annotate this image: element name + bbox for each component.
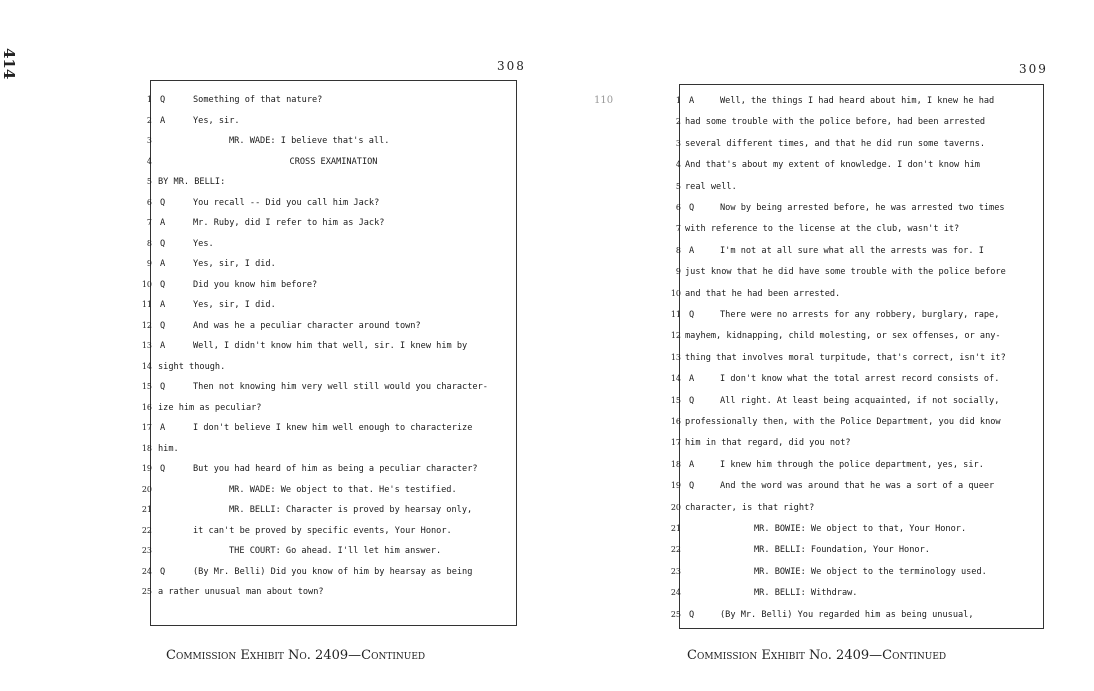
transcript-line <box>670 412 1043 432</box>
line-number: 23 <box>141 546 152 555</box>
line-text: And the word was around that he was a sort of a queer <box>720 481 995 492</box>
line-text: (By Mr. Belli) Did you know of him by hearsay as being <box>193 566 473 577</box>
line-text: But you had heard of him as being a peculiar character? <box>193 464 478 474</box>
transcript-line <box>141 500 516 520</box>
transcript-line <box>670 369 1043 389</box>
line-number: 16 <box>141 402 152 412</box>
line-number: 19 <box>670 481 681 491</box>
line-number: 7 <box>146 218 152 227</box>
line-number: 10 <box>670 288 681 298</box>
transcript-line <box>675 241 1043 261</box>
speaker-label: A <box>160 218 166 228</box>
transcript-line <box>141 582 516 602</box>
line-number: 11 <box>141 300 152 309</box>
transcript-line <box>670 455 1043 475</box>
line-text: thing that involves moral turpitude, that's correct, isn't it? <box>685 352 1006 363</box>
line-text: BY MR. BELLI: <box>158 177 226 187</box>
line-text: I don't know what the total arrest record consists of. <box>720 374 1000 385</box>
line-text: MR. BELLI: Withdraw. <box>754 588 858 599</box>
line-number: 20 <box>670 502 681 512</box>
transcript-line <box>146 193 516 213</box>
line-number: 25 <box>141 587 152 596</box>
speaker-label: Q <box>160 95 166 105</box>
line-text: MR. BOWIE: We object to the terminology used. <box>754 566 987 577</box>
line-number: 14 <box>670 374 681 384</box>
line-number: 18 <box>670 459 681 469</box>
line-text: Yes, sir. <box>193 115 240 126</box>
left-transcript-page <box>141 80 517 626</box>
speaker-label: Q <box>160 238 166 249</box>
transcript-line <box>675 177 1043 197</box>
transcript-line <box>670 562 1043 582</box>
line-number: 12 <box>141 320 152 330</box>
transcript-line <box>146 213 516 233</box>
line-text: a rather unusual man about town? <box>158 587 324 597</box>
speaker-label: Q <box>689 481 695 492</box>
transcript-line <box>146 90 516 110</box>
transcript-line <box>670 326 1043 346</box>
line-number: 9 <box>675 267 681 277</box>
line-text: Did you know him before? <box>193 279 318 290</box>
line-number: 17 <box>670 438 681 448</box>
side-page-number: 414 <box>0 48 18 80</box>
line-text: You recall -- Did you call him Jack? <box>193 197 380 208</box>
line-number: 21 <box>670 524 681 533</box>
speaker-label: A <box>160 423 166 433</box>
right-caption-text: Commission Exhibit No. 2409—Continued <box>687 648 947 663</box>
speaker-label: Q <box>160 566 166 577</box>
transcript-line <box>141 275 516 295</box>
line-number: 5 <box>146 177 152 186</box>
line-text: MR. BOWIE: We object to that, Your Honor. <box>754 524 967 534</box>
line-number: 9 <box>146 259 152 268</box>
line-text: professionally then, with the Police Department, you did know <box>685 417 1001 427</box>
left-caption-text: Commission Exhibit No. 2409—Continued <box>166 648 426 663</box>
line-text: Yes, sir, I did. <box>193 300 276 310</box>
line-text: mayhem, kidnapping, child molesting, or sex offenses, or any- <box>685 331 1001 342</box>
line-text: MR. WADE: We object to that. He's testified. <box>229 484 457 495</box>
line-text: him. <box>158 443 179 454</box>
line-number: 11 <box>670 310 681 319</box>
transcript-line <box>141 398 516 418</box>
speaker-label: A <box>689 245 695 256</box>
transcript-line <box>141 541 516 561</box>
line-number: 8 <box>675 245 681 255</box>
line-number: 22 <box>670 545 681 555</box>
right-caption <box>687 648 946 663</box>
line-text: just know that he did have some trouble with the police before <box>685 267 1006 278</box>
transcript-line <box>141 439 516 459</box>
line-text: sight though. <box>158 361 226 372</box>
line-text: Yes, sir, I did. <box>193 259 276 269</box>
transcript-line <box>141 480 516 500</box>
line-text: All right. At least being acquainted, if not socially, <box>720 395 1000 406</box>
line-number: 8 <box>146 238 152 248</box>
line-number: 5 <box>675 181 681 191</box>
line-text: real well. <box>685 181 737 192</box>
transcript-line <box>670 476 1043 496</box>
speaker-label: Q <box>689 609 695 620</box>
transcript-line <box>670 540 1043 560</box>
transcript-line <box>141 418 516 438</box>
transcript-line <box>670 583 1043 603</box>
line-number: 22 <box>141 525 152 535</box>
line-text: character, is that right? <box>685 502 815 513</box>
transcript-line <box>141 357 516 377</box>
transcript-line <box>141 377 516 397</box>
right-transcript-page <box>670 84 1044 629</box>
transcript-line <box>675 155 1043 175</box>
line-text: Yes. <box>193 238 214 249</box>
line-number: 23 <box>670 566 681 576</box>
line-text: Well, I didn't know him that well, sir. I knew him by <box>193 341 468 351</box>
margin-mark: 110 <box>594 95 614 106</box>
line-number: 21 <box>141 505 152 514</box>
line-number: 13 <box>670 352 681 362</box>
transcript-line <box>141 316 516 336</box>
line-number: 6 <box>675 203 681 212</box>
transcript-line <box>675 219 1043 239</box>
line-number: 15 <box>670 395 681 405</box>
transcript-line <box>670 498 1043 518</box>
transcript-line <box>675 262 1043 282</box>
transcript-line <box>141 295 516 315</box>
line-text: I knew him through the police department, yes, sir. <box>720 459 984 470</box>
line-number: 19 <box>141 464 152 473</box>
transcript-line <box>670 305 1043 325</box>
line-text: had some trouble with the police before, had been arrested <box>685 117 986 128</box>
transcript-line <box>146 131 516 151</box>
speaker-label: Q <box>689 310 695 320</box>
line-text: MR. BELLI: Foundation, Your Honor. <box>754 545 930 556</box>
line-text: MR. WADE: I believe that's all. <box>229 136 390 146</box>
transcript-line <box>675 198 1043 218</box>
line-number: 13 <box>141 341 152 350</box>
speaker-label: Q <box>160 197 166 208</box>
line-number: 3 <box>146 136 152 145</box>
line-text: Mr. Ruby, did I refer to him as Jack? <box>193 218 385 228</box>
speaker-label: A <box>160 300 166 310</box>
line-number: 6 <box>146 197 152 207</box>
line-text: CROSS EXAMINATION <box>289 156 378 167</box>
speaker-label: Q <box>689 395 695 406</box>
transcript-line <box>670 519 1043 539</box>
transcript-line <box>146 152 516 172</box>
line-text: with reference to the license at the club, wasn't it? <box>685 224 960 235</box>
line-text: And was he a peculiar character around town? <box>193 320 421 331</box>
transcript-line <box>141 521 516 541</box>
line-number: 12 <box>670 331 681 341</box>
line-text: Well, the things I had heard about him, I knew he had <box>720 96 995 106</box>
line-number: 3 <box>675 138 681 148</box>
line-text: MR. BELLI: Character is proved by hearsay only, <box>229 505 473 515</box>
line-number: 4 <box>675 160 681 170</box>
speaker-label: A <box>160 341 166 351</box>
line-number: 20 <box>141 484 152 494</box>
line-number: 7 <box>675 224 681 234</box>
line-text: Then not knowing him very well still would you character- <box>193 382 488 392</box>
line-text: Now by being arrested before, he was arrested two times <box>720 203 1005 213</box>
line-number: 2 <box>675 117 681 127</box>
line-text: (By Mr. Belli) You regarded him as being unusual, <box>720 609 974 620</box>
line-number: 1 <box>675 96 681 105</box>
speaker-label: A <box>689 374 695 385</box>
transcript-line <box>141 459 516 479</box>
transcript-line <box>670 433 1043 453</box>
transcript-line <box>675 112 1043 132</box>
transcript-line <box>670 391 1043 411</box>
line-number: 2 <box>146 115 152 125</box>
line-text: THE COURT: Go ahead. I'll let him answer. <box>229 546 442 556</box>
transcript-line <box>146 254 516 274</box>
transcript-line <box>675 91 1043 111</box>
transcript-line <box>670 284 1043 304</box>
line-number: 25 <box>670 609 681 619</box>
line-text: Something of that nature? <box>193 95 323 105</box>
transcript-line <box>670 348 1043 368</box>
line-text: I don't believe I knew him well enough to characterize <box>193 423 473 433</box>
speaker-label: Q <box>160 279 166 290</box>
speaker-label: Q <box>160 382 166 392</box>
line-number: 15 <box>141 382 152 391</box>
line-text: him in that regard, did you not? <box>685 438 851 449</box>
left-caption <box>166 648 425 663</box>
line-number: 14 <box>141 361 152 371</box>
line-number: 17 <box>141 423 152 432</box>
line-text: several different times, and that he did run some taverns. <box>685 138 986 149</box>
transcript-line <box>675 134 1043 154</box>
line-text: And that's about my extent of knowledge. I don't know him <box>685 160 980 171</box>
speaker-label: Q <box>160 320 166 331</box>
transcript-line <box>141 336 516 356</box>
line-number: 24 <box>670 588 681 598</box>
line-text: I'm not at all sure what all the arrests was for. I <box>720 245 984 256</box>
line-text: it can't be proved by specific events, Your Honor. <box>193 525 452 536</box>
transcript-line <box>146 172 516 192</box>
transcript-line <box>146 111 516 131</box>
line-text: There were no arrests for any robbery, burglary, rape, <box>720 310 1000 320</box>
speaker-label: Q <box>160 464 166 474</box>
speaker-label: A <box>160 259 166 269</box>
transcript-line <box>670 605 1043 625</box>
line-number: 4 <box>146 156 152 166</box>
transcript-line <box>141 562 516 582</box>
line-text: and that he had been arrested. <box>685 288 841 299</box>
transcript-line <box>146 234 516 254</box>
line-number: 16 <box>670 417 681 426</box>
right-page-number: 309 <box>1019 62 1048 76</box>
speaker-label: A <box>689 96 695 106</box>
line-number: 1 <box>146 95 152 104</box>
speaker-label: Q <box>689 203 695 213</box>
line-number: 24 <box>141 566 152 576</box>
line-number: 18 <box>141 443 152 453</box>
speaker-label: A <box>689 459 695 470</box>
line-text: ize him as peculiar? <box>158 402 262 413</box>
line-number: 10 <box>141 279 152 289</box>
speaker-label: A <box>160 115 166 126</box>
left-page-number: 308 <box>497 59 526 73</box>
